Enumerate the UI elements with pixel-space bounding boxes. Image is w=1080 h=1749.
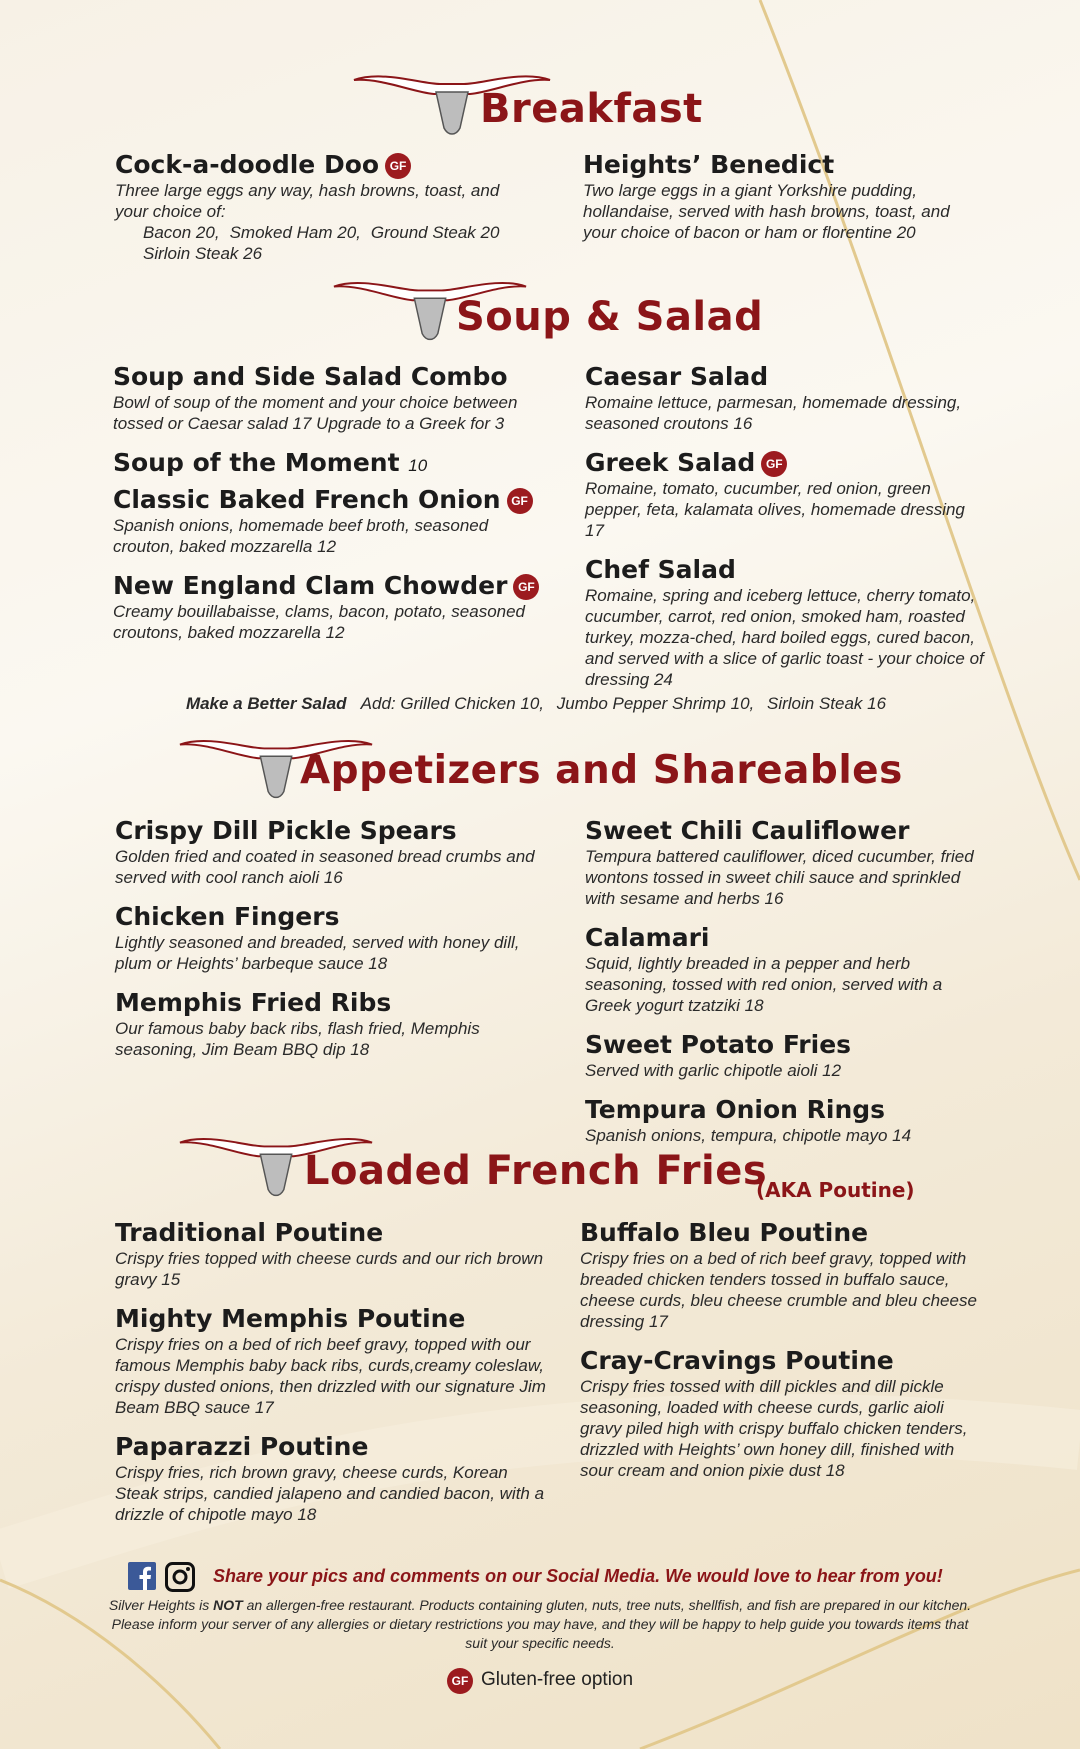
item-description: Squid, lightly breaded in a pepper and herb seasoning, tossed with red onion, served with a Greek yogurt tzatziki 18 — [585, 954, 943, 1015]
gluten-free-icon: GF — [385, 153, 411, 179]
disclaimer-text: Silver Heights is — [108, 1597, 210, 1613]
legend-label: Gluten-free option — [480, 1669, 634, 1690]
addon-option: Sirloin Steak 16 — [766, 694, 887, 713]
appetizers-left-column — [115, 816, 555, 1074]
menu-item — [580, 1346, 985, 1481]
item-description: Served with garlic chipotle aioli 12 — [585, 1061, 842, 1080]
option: Bacon 20, — [143, 223, 220, 242]
item-name: Cock-a-doodle Doo — [115, 150, 380, 179]
poutine-left-column — [115, 1218, 555, 1539]
menu-item — [585, 362, 985, 434]
item-description: Creamy bouillabaisse, clams, bacon, potato, seasoned croutons, baked mozzarella 12 — [113, 602, 526, 642]
item-name: Heights’ Benedict — [583, 150, 835, 179]
addon-option: Grilled Chicken 10, — [400, 694, 545, 713]
soup-salad-header — [0, 274, 1080, 364]
item-name: Chicken Fingers — [115, 902, 340, 931]
soup-salad-title: Soup & Salad — [456, 294, 764, 340]
menu-item — [585, 816, 985, 909]
disclaimer-emphasis: NOT — [213, 1597, 243, 1613]
item-name: Tempura Onion Rings — [585, 1095, 886, 1124]
breakfast-right-column — [583, 150, 983, 257]
gluten-free-legend — [0, 1668, 1080, 1694]
item-description: Bowl of soup of the moment and your choice between tossed or Caesar salad 17 Upgrade to a Greek for 3 — [113, 393, 518, 433]
item-description: Tempura battered cauliflower, diced cucumber, fried wontons tossed in sweet chili sauce and sprinkled with sesame and herbs 16 — [585, 847, 974, 908]
poutine-title: Loaded French Fries — [304, 1148, 768, 1194]
item-description: Our famous baby back ribs, flash fried, Memphis seasoning, Jim Beam BBQ dip 18 — [115, 1019, 480, 1059]
option: Smoked Ham 20, — [229, 223, 361, 242]
menu-item — [583, 150, 983, 243]
breakfast-left-column — [115, 150, 535, 278]
option: Ground Steak 20 — [370, 223, 500, 242]
appetizers-header — [0, 734, 1080, 824]
item-name: New England Clam Chowder — [113, 571, 508, 600]
item-description: Spanish onions, tempura, chipotle mayo 14 — [585, 1126, 912, 1145]
item-description: Golden fried and coated in seasoned bread crumbs and served with cool ranch aioli 16 — [115, 847, 535, 887]
item-description: Two large eggs in a giant Yorkshire pudding, hollandaise, served with hash browns, toast, and your choice of bacon or ham or florentine 20 — [583, 181, 950, 242]
menu-item — [113, 485, 553, 557]
appetizers-title: Appetizers and Shareables — [300, 748, 903, 793]
item-description: Crispy fries on a bed of rich beef gravy, topped with our famous Memphis baby back ribs, curds,creamy coleslaw, crispy dusted onions, then drizzled with our signature Jim Beam BBQ sauce 17 — [115, 1335, 546, 1417]
item-description: Lightly seasoned and breaded, served with honey dill, plum or Heights’ barbeque sauce 18 — [115, 933, 520, 973]
instagram-icon[interactable] — [165, 1562, 195, 1592]
item-name: Memphis Fried Ribs — [115, 988, 392, 1017]
menu-item — [585, 923, 985, 1016]
item-name: Sweet Chili Cauliflower — [585, 816, 910, 845]
menu-item — [115, 988, 555, 1060]
menu-item — [580, 1218, 985, 1332]
soup-salad-left-column — [113, 362, 553, 657]
item-name: Classic Baked French Onion — [113, 485, 501, 514]
menu-item — [115, 150, 535, 264]
breakfast-header — [0, 68, 1080, 158]
item-name: Chef Salad — [585, 555, 736, 584]
gluten-free-icon: GF — [513, 574, 539, 600]
poutine-subtitle: (AKA Poutine) — [756, 1178, 915, 1202]
item-name: Cray-Cravings Poutine — [580, 1346, 894, 1375]
disclaimer-text: an allergen-free restaurant. Products containing gluten, nuts, tree nuts, shellfish, and fish are prepared in our kitchen. Please inform your server of any allergies or dietary restrictions you may have, and they will be happy to help guide you towards items that suit your specific needs. — [111, 1597, 972, 1651]
item-price: 10 — [408, 456, 428, 475]
item-name: Sweet Potato Fries — [585, 1030, 852, 1059]
item-description: Romaine lettuce, parmesan, homemade dressing, seasoned croutons 16 — [585, 393, 962, 433]
option: Sirloin Steak 26 — [143, 244, 263, 263]
item-name: Paparazzi Poutine — [115, 1432, 369, 1461]
item-name: Traditional Poutine — [115, 1218, 384, 1247]
item-name: Soup of the Moment — [113, 448, 400, 477]
facebook-icon[interactable] — [128, 1562, 156, 1590]
menu-item — [585, 448, 985, 541]
social-media-line — [128, 1562, 1008, 1596]
soup-salad-right-column — [585, 362, 985, 704]
item-name: Buffalo Bleu Poutine — [580, 1218, 869, 1247]
item-name: Soup and Side Salad Combo — [113, 362, 508, 391]
menu-item — [113, 362, 553, 434]
salad-addon-line — [0, 694, 1080, 714]
menu-item — [113, 571, 553, 643]
menu-item — [115, 1218, 555, 1290]
addon-prefix: Add: — [360, 694, 396, 713]
item-description: Spanish onions, homemade beef broth, seasoned crouton, baked mozzarella 12 — [113, 516, 489, 556]
item-description: Crispy fries tossed with dill pickles and dill pickle seasoning, loaded with cheese curds, garlic aioli gravy piled high with crispy buffalo chicken tenders, drizzled with Heights’ own honey dill, finished with sour cream and onion pixie dust 18 — [580, 1377, 968, 1480]
gluten-free-icon: GF — [507, 488, 533, 514]
appetizers-right-column — [585, 816, 985, 1160]
breakfast-title: Breakfast — [480, 86, 703, 132]
item-name: Caesar Salad — [585, 362, 769, 391]
item-name: Crispy Dill Pickle Spears — [115, 816, 457, 845]
social-message: Share your pics and comments on our Social Media. We would love to hear from you! — [213, 1566, 943, 1586]
item-description: Three large eggs any way, hash browns, toast, and your choice of: — [115, 181, 500, 221]
addon-option: Jumbo Pepper Shrimp 10, — [556, 694, 755, 713]
menu-item — [115, 902, 555, 974]
poutine-right-column — [580, 1218, 985, 1495]
menu-item — [585, 555, 985, 690]
menu-item — [115, 1432, 555, 1525]
item-description: Crispy fries on a bed of rich beef gravy, topped with breaded chicken tenders tossed in buffalo sauce, cheese curds, bleu cheese crumble and bleu cheese dressing 17 — [580, 1249, 977, 1331]
item-name: Mighty Memphis Poutine — [115, 1304, 466, 1333]
gluten-free-icon: GF — [761, 451, 787, 477]
gluten-free-icon: GF — [447, 1668, 473, 1694]
allergen-disclaimer — [100, 1596, 980, 1653]
menu-item — [115, 816, 555, 888]
item-name: Calamari — [585, 923, 710, 952]
menu-item — [585, 1030, 985, 1081]
addon-label: Make a Better Salad — [185, 694, 347, 713]
item-description: Crispy fries topped with cheese curds and our rich brown gravy 15 — [115, 1249, 544, 1289]
item-description: Romaine, spring and iceberg lettuce, cherry tomato, cucumber, carrot, red onion, smoked ham, roasted turkey, mozza-ched, hard boiled eggs, cured bacon, and served with a slice of garlic toast - your choice of dressing 24 — [585, 586, 984, 689]
item-description: Romaine, tomato, cucumber, red onion, green pepper, feta, kalamata olives, homemade dressing 17 — [585, 479, 965, 540]
menu-item — [115, 1304, 555, 1418]
item-options — [143, 222, 535, 264]
item-name: Greek Salad — [585, 448, 756, 477]
item-description: Crispy fries, rich brown gravy, cheese curds, Korean Steak strips, candied jalapeno and candied bacon, with a drizzle of chipotle mayo 18 — [115, 1463, 545, 1524]
menu-item — [113, 448, 553, 481]
poutine-header — [0, 1132, 1080, 1222]
